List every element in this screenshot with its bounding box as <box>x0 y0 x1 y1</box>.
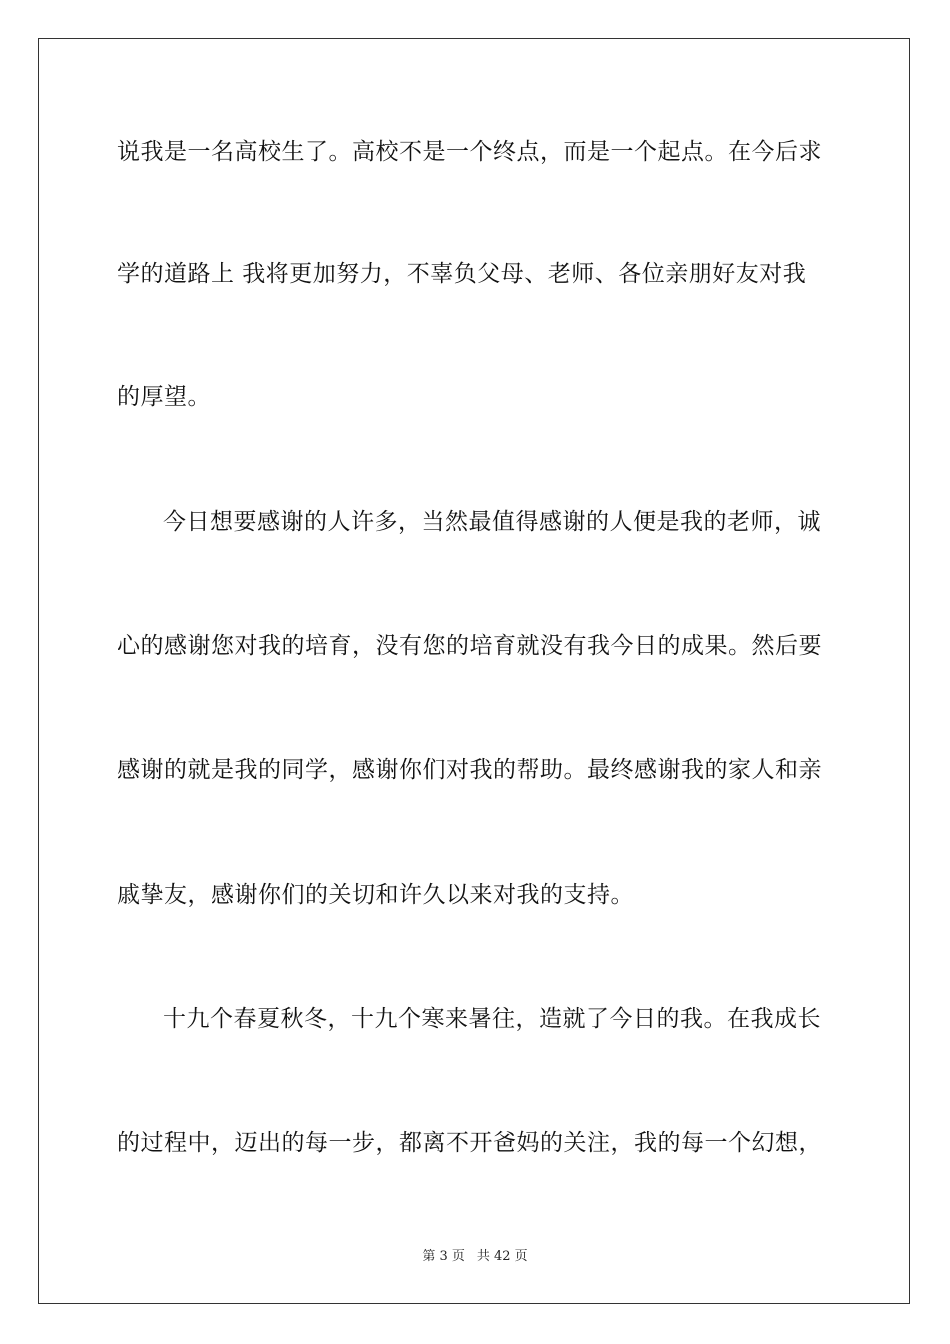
paragraph-line: 心的感谢您对我的培育，没有您的培育就没有我今日的成果。然后要 <box>117 633 822 659</box>
page-footer <box>0 1249 950 1265</box>
paragraph-line: 说我是一名高校生了。高校不是一个终点，而是一个起点。在今后求 <box>117 139 822 165</box>
paragraph-line: 感谢的就是我的同学，感谢你们对我的帮助。最终感谢我的家人和亲 <box>117 757 822 783</box>
paragraph-line: 的过程中，迈出的每一步，都离不开爸妈的关注，我的每一个幻想， <box>117 1130 822 1156</box>
total-pages: 共 42 页 <box>476 1249 528 1264</box>
paragraph-line: 的厚望。 <box>117 384 211 410</box>
paragraph-line: 戚挚友，感谢你们的关切和许久以来对我的支持。 <box>117 882 634 908</box>
paragraph-line: 十九个春夏秋冬，十九个寒来暑往，造就了今日的我。在我成长 <box>163 1006 821 1032</box>
page-number: 第 3 页 <box>422 1249 465 1264</box>
paragraph-line: 今日想要感谢的人许多，当然最值得感谢的人便是我的老师，诚 <box>163 509 821 535</box>
paragraph-line: 学的道路上 我将更加努力，不辜负父母、老师、各位亲朋好友对我 <box>117 261 807 287</box>
page-border <box>38 38 910 1304</box>
